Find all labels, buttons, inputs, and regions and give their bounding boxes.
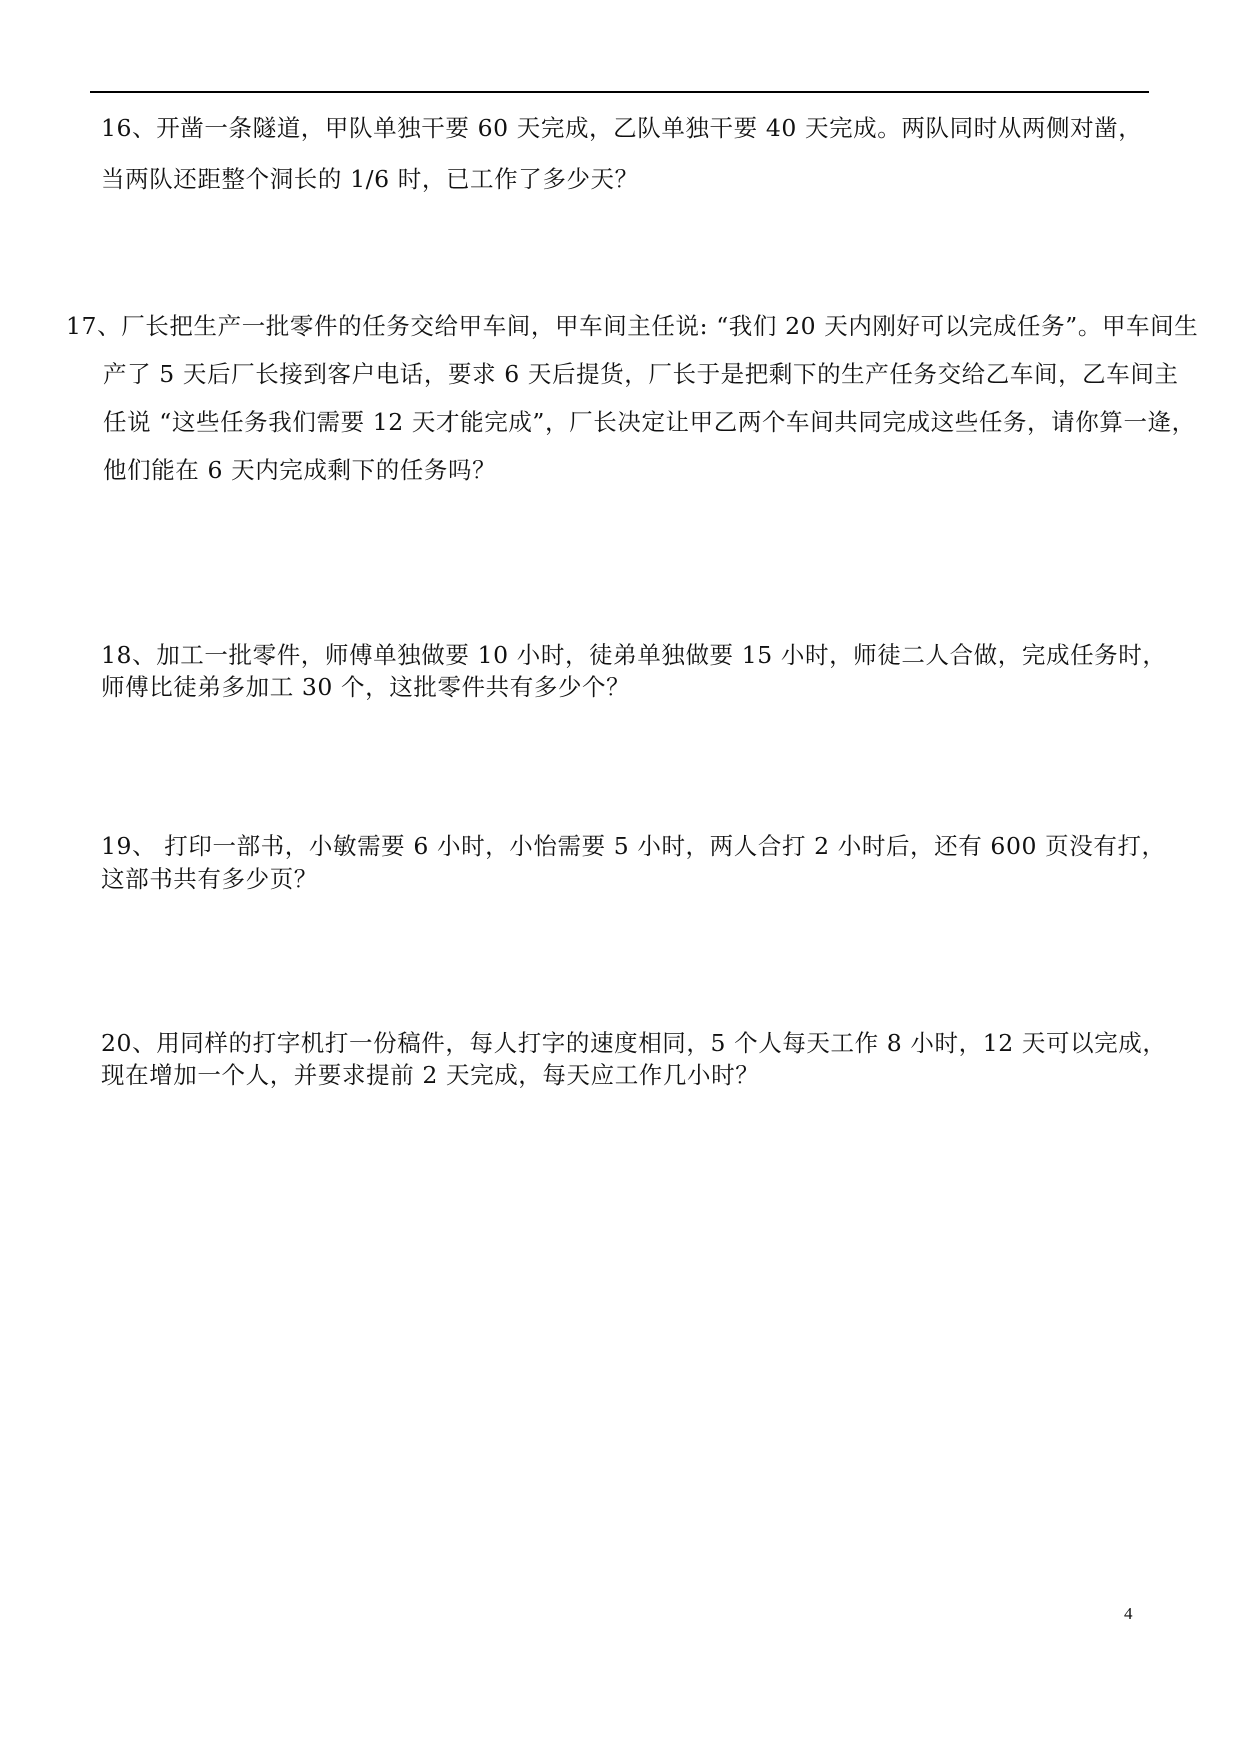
problem-17-line-2: 产了 5 天后厂长接到客户电话，要求 6 天后提货，厂长于是把剩下的生产任务交给乙车间，乙车间主 [103, 360, 1179, 388]
problem-19-line-2: 这部书共有多少页？ [101, 865, 318, 893]
header-rule [90, 91, 1149, 93]
problem-17-line-4: 他们能在 6 天内完成剩下的任务吗？ [103, 456, 497, 484]
problem-17-line-3: 任说 “这些任务我们需要 12 天才能完成”，厂长决定让甲乙两个车间共同完成这些任务，请你算一逄， [103, 408, 1196, 436]
problem-20-line-2: 现在增加一个人，并要求提前 2 天完成，每天应工作几小时？ [101, 1061, 760, 1089]
problem-18-line-1: 18、加工一批零件，师傅单独做要 10 小时，徒弟单独做要 15 小时，师徒二人合做，完成任务时， [101, 641, 1167, 669]
problem-20-line-1: 20、用同样的打字机打一份稿件，每人打字的速度相同，5 个人每天工作 8 小时，12 天可以完成， [101, 1029, 1167, 1057]
problem-16-line-1: 16、开凿一条隧道，甲队单独干要 60 天完成，乙队单独干要 40 天完成。两队同时从两侧对凿， [101, 114, 1143, 142]
problem-17-line-1: 17、厂长把生产一批零件的任务交给甲车间，甲车间主任说: “我们 20 天内刚好可以完成任务”。甲车间生 [66, 312, 1199, 340]
problem-16-line-2: 当两队还距整个洞长的 1/6 时，已工作了多少天？ [101, 165, 639, 193]
page-number: 4 [1124, 1604, 1133, 1623]
problem-19-line-1: 19、 打印一部书，小敏需要 6 小时，小怡需要 5 小时，两人合打 2 小时后，还有 600 页没有打， [101, 832, 1166, 860]
problem-18-line-2: 师傅比徒弟多加工 30 个，这批零件共有多少个？ [101, 673, 631, 701]
